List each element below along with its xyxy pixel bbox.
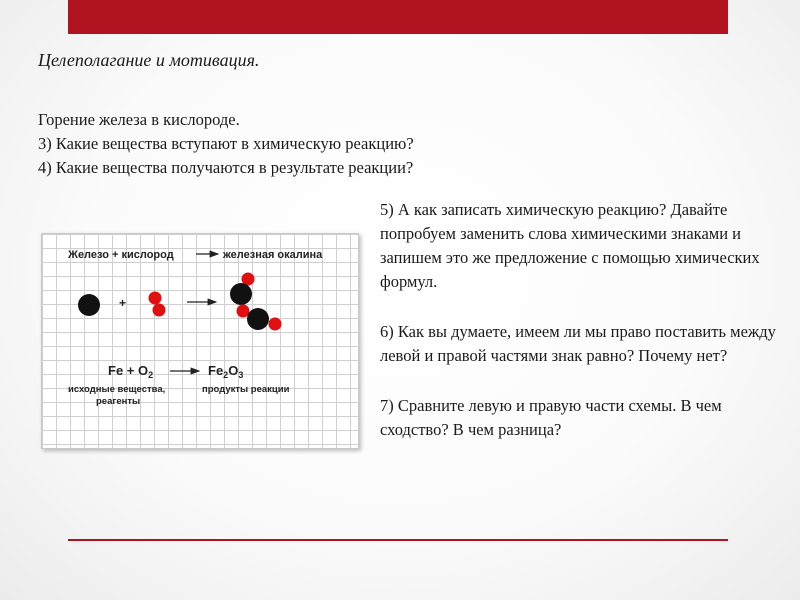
questions-column bbox=[380, 198, 780, 468]
question-7: 7) Сравните левую и правую части схемы. В чем сходство? В чем разница? bbox=[380, 396, 722, 439]
oxygen-atom bbox=[149, 292, 162, 305]
iron-atom bbox=[230, 283, 252, 305]
question-5: 5) А как записать химическую реакцию? Давайте попробуем заменить слова химическими знаками и запишем это же предложение с помощью химических формул. bbox=[380, 200, 760, 291]
formula-reactants-subscript: 2 bbox=[148, 370, 154, 380]
iron-atom bbox=[78, 294, 100, 316]
word-equation-product: железная окалина bbox=[223, 249, 323, 261]
formula-product bbox=[208, 363, 243, 380]
oxygen-atom bbox=[237, 305, 250, 318]
reaction-diagram-svg bbox=[42, 234, 358, 448]
formula-reactants-main: Fe + O bbox=[108, 363, 149, 378]
question-3: 3) Какие вещества вступают в химическую реакцию? bbox=[38, 134, 414, 153]
reaction-diagram bbox=[41, 233, 359, 449]
reactants-label-line2: реагенты bbox=[96, 396, 141, 407]
intro-text bbox=[38, 108, 414, 180]
formula-reactants bbox=[108, 363, 153, 380]
formula-product-fe: Fe bbox=[208, 363, 224, 378]
intro-line: Горение железа в кислороде. bbox=[38, 110, 240, 129]
molecule-plus-sign: + bbox=[119, 296, 127, 310]
oxygen-atom bbox=[269, 318, 282, 331]
reactants-label-line1: исходные вещества, bbox=[68, 384, 166, 395]
products-label: продукты реакции bbox=[202, 384, 290, 395]
question-6: 6) Как вы думаете, имеем ли мы право поставить между левой и правой частями знак равно? Почему нет? bbox=[380, 322, 776, 365]
oxygen-atom bbox=[153, 304, 166, 317]
slide-subtitle: Целеполагание и мотивация. bbox=[38, 50, 260, 70]
formula-product-o: O bbox=[228, 363, 239, 378]
iron-atom bbox=[247, 308, 269, 330]
top-accent-bar bbox=[68, 0, 728, 34]
question-4: 4) Какие вещества получаются в результате реакции? bbox=[38, 158, 414, 177]
word-equation-reactants: Железо + кислород bbox=[68, 249, 174, 261]
formula-product-sub2: 3 bbox=[238, 370, 244, 380]
formula-product-sub1: 2 bbox=[223, 370, 229, 380]
bottom-accent-line bbox=[68, 539, 728, 541]
